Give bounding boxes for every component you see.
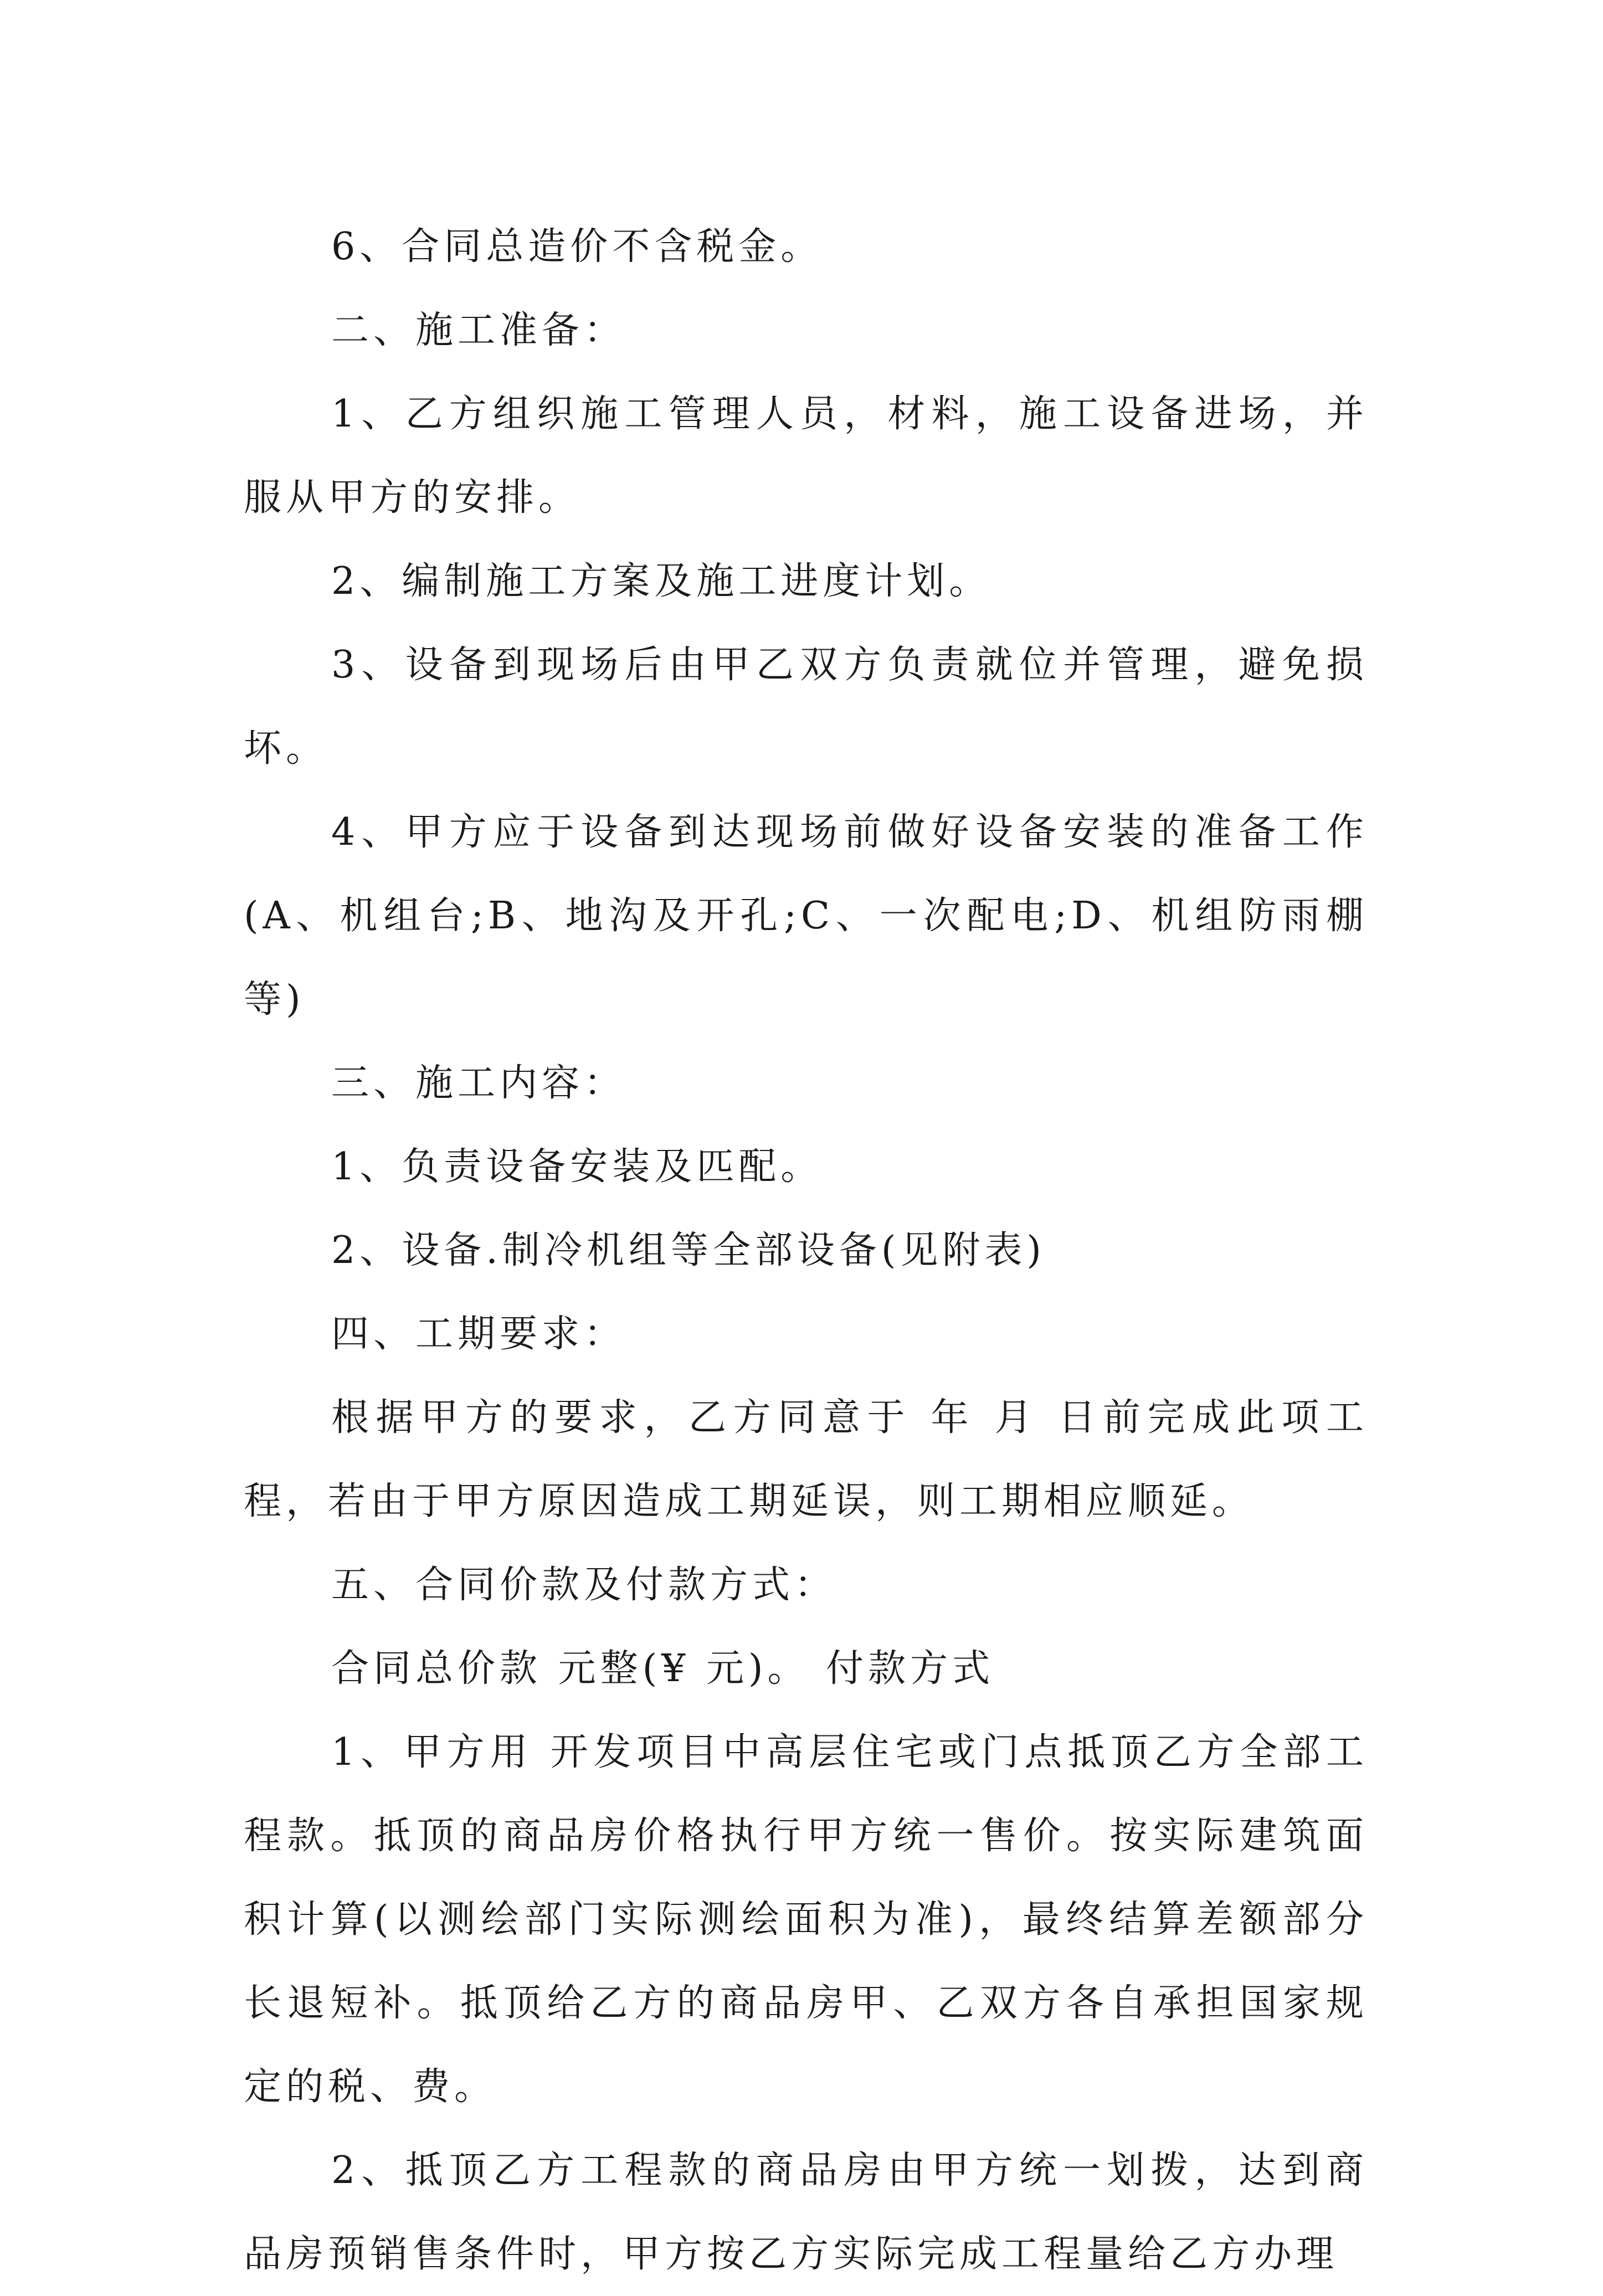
paragraph-site-preparation: 4、甲方应于设备到达现场前做好设备安装的准备工作(A、机组台;B、地沟及开孔;C、一次配电;D、机组防雨棚等) [244,810,1368,1021]
heading-schedule: 四、工期要求： [331,1312,626,1356]
heading-construction-preparation: 二、施工准备： [331,309,626,352]
paragraph-equipment-list: 2、设备.制冷机组等全部设备(见附表) [331,1229,1046,1272]
heading-construction-content: 三、施工内容： [331,1061,626,1105]
paragraph-installation: 1、负责设备安装及匹配。 [331,1145,823,1189]
paragraph-completion-date: 根据甲方的要求，乙方同意于 年 月 日前完成此项工程，若由于甲方原因造成工期延误，则工期相应顺延。 [244,1396,1368,1523]
paragraph-equipment-management: 3、设备到现场后由甲乙双方负责就位并管理，避免损坏。 [244,643,1368,771]
contract-body [244,205,1368,2296]
heading-price-payment: 五、合同价款及付款方式： [331,1563,837,1607]
paragraph-total-price-tax: 6、合同总造价不含税金。 [331,225,823,269]
paragraph-construction-plan: 2、编制施工方案及施工进度计划。 [331,559,991,603]
paragraph-property-offset: 1、甲方用 开发项目中高层住宅或门点抵顶乙方全部工程款。抵顶的商品房价格执行甲方统一售价。按实际建筑面积计算(以测绘部门实际测绘面积为准)，最终结算差额部分长退短补。抵顶给乙方的商品房甲、乙双方各自承担国家规定的税、费。 [244,1730,1368,2109]
paragraph-personnel-entry: 1、乙方组织施工管理人员，材料，施工设备进场，并服从甲方的安排。 [244,392,1368,520]
paragraph-total-amount: 合同总价款 元整(¥ 元)。 付款方式 [331,1647,995,1691]
paragraph-property-allocation: 2、抵顶乙方工程款的商品房由甲方统一划拨，达到商品房预销售条件时，甲方按乙方实际完成工程量给乙方办理 [244,2149,1368,2276]
